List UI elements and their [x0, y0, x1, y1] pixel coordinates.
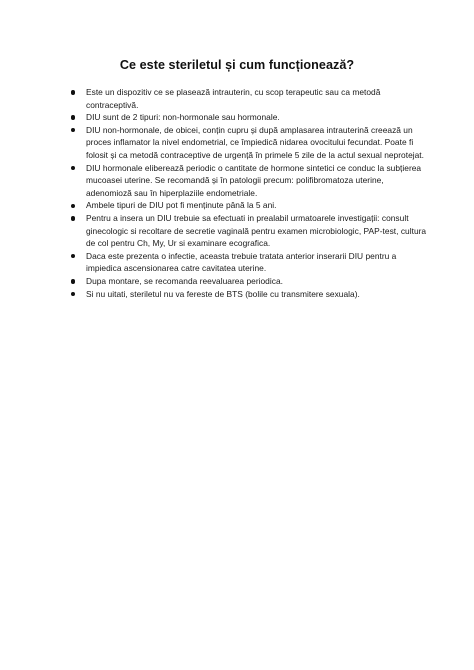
list-item	[71, 288, 431, 301]
bullet-icon	[71, 128, 75, 132]
bullet-icon	[71, 90, 75, 94]
list-item	[71, 212, 431, 250]
list-item	[71, 250, 431, 275]
list-item	[71, 199, 431, 212]
bullet-icon	[71, 254, 75, 258]
list-item-text: Ambele tipuri de DIU pot fi menținute până la 5 ani.	[86, 200, 277, 211]
list-item-text: DIU hormonale eliberează periodic o cantitate de hormone sintetici ce conduc la subțierea mucoasei uterine. Se recomandă și în patologii precum: polifibromatoza uterine, adenomioză sau în hiperplaziile endometriale.	[86, 162, 422, 198]
bullet-icon	[71, 279, 75, 283]
list-item-text: Pentru a insera un DIU trebuie sa efectuati in prealabil urmatoarele investigații: consult ginecologic si recoltare de secretie vaginală pentru examen microbiologic, PAP-test, cultura de col pentru Ch, My, Ur si examinare ecografica.	[86, 212, 427, 249]
list-item	[71, 275, 431, 288]
list-item-text: DIU non-hormonale, de obicei, conțin cupru și după amplasarea intrauterină creează un proces inflamator la nivel endometrial, ce împiedică nidarea ovocitului fecundat. Poate fi folosit și ca metodă contraceptive de urgență în primele 5 zile de la actul sexual neprotejat.	[86, 124, 424, 160]
list-item-text: Este un dispozitiv ce se plasează intrauterin, cu scop terapeutic sau ca metodă contraceptivă.	[86, 87, 381, 110]
bullet-list	[71, 86, 431, 300]
list-item	[71, 162, 431, 200]
list-item	[71, 111, 431, 124]
list-item-text: DIU sunt de 2 tipuri: non-hormonale sau hormonale.	[86, 112, 280, 123]
list-item-text: Daca este prezenta o infectie, aceasta trebuie tratata anterior inserarii DIU pentru a impiedica ascensionarea catre cavitatea uterine.	[86, 250, 397, 274]
list-item-text: Si nu uitati, steriletul nu va fereste de BTS (bolile cu transmitere sexuala).	[86, 288, 360, 299]
bullet-icon	[71, 166, 75, 170]
bullet-icon	[71, 115, 75, 119]
bullet-icon	[71, 292, 75, 296]
list-item	[71, 124, 431, 162]
bullet-icon	[71, 204, 75, 208]
list-item	[71, 86, 431, 111]
document-title: Ce este steriletul și cum funcționează?	[119, 58, 355, 72]
bullet-icon	[71, 216, 75, 220]
list-item-text: Dupa montare, se recomanda reevaluarea periodica.	[86, 275, 283, 286]
